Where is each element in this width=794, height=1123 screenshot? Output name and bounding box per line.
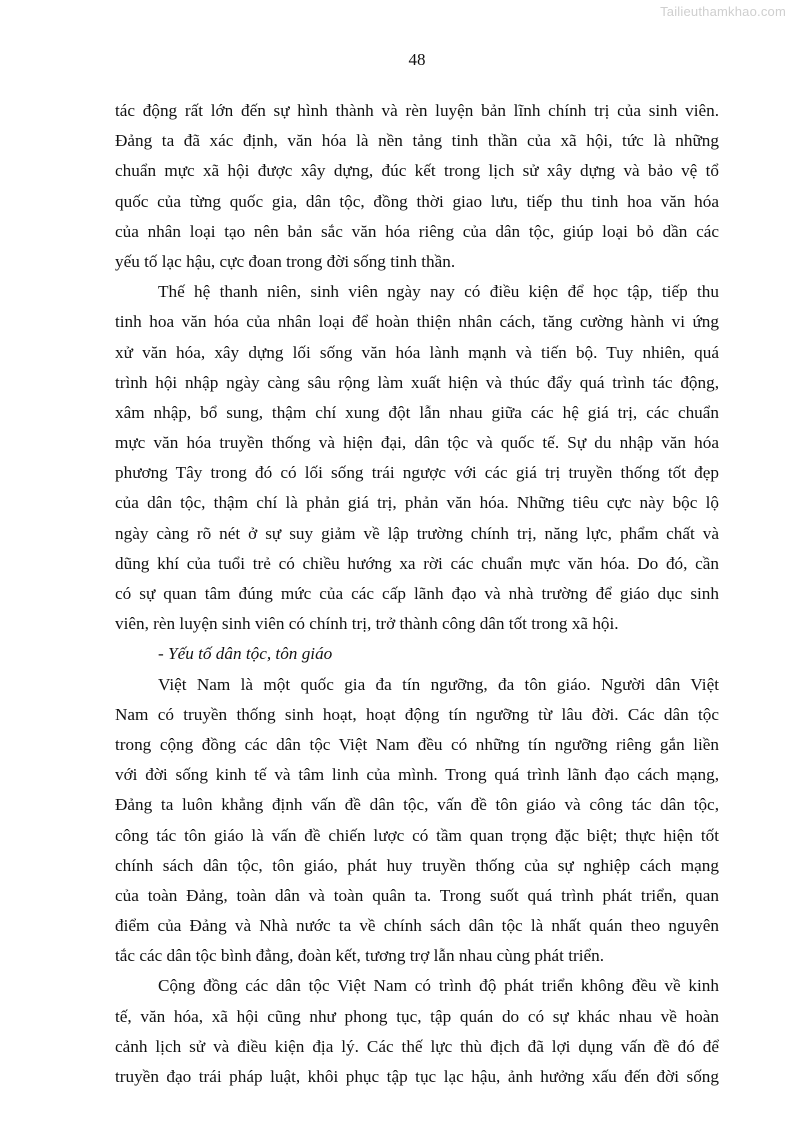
text-line: ngày càng rõ nét ở sự suy giảm về lập trường chính trị, năng lực, phẩm chất và [115,523,719,543]
text-line: yếu tố lạc hậu, cực đoan trong đời sống tinh thần. [115,251,456,271]
text-line: của dân tộc, thậm chí là phản giá trị, phản văn hóa. Những tiêu cực này bộc lộ [115,493,719,513]
text-line: chuẩn mực xã hội được xây dựng, đúc kết trong lịch sử xây dựng và bảo vệ tổ [115,161,719,181]
text-line: trình hội nhập ngày càng sâu rộng làm xuất hiện và thúc đẩy quá trình tác động, [115,372,719,392]
text-line: công tác tôn giáo là vấn đề chiến lược có tầm quan trọng đặc biệt; thực hiện tốt [115,825,719,845]
text-line: tế, văn hóa, xã hội cũng như phong tục, tập quán do có sự khác nhau về hoàn [115,1006,719,1026]
text-line: của toàn Đảng, toàn dân và toàn quân ta. Trong suốt quá trình phát triển, quan [115,885,719,905]
document-body [115,96,719,1092]
text-line: Đảng ta luôn khẳng định vấn đề dân tộc, vấn đề tôn giáo và công tác dân tộc, [115,795,719,815]
text-line: trong cộng đồng các dân tộc Việt Nam đều có những tín ngưỡng riêng gắn liền [115,734,719,754]
watermark: Tailieuthamkhao.com [660,4,786,19]
text-line: viên, rèn luyện sinh viên có chính trị, trở thành công dân tốt trong xã hội. [115,614,619,634]
text-line: tác động rất lớn đến sự hình thành và rèn luyện bản lĩnh chính trị của sinh viên. [115,101,719,120]
text-line: của nhân loại tạo nên bản sắc văn hóa riêng của dân tộc, giúp loại bỏ dần các [115,221,719,241]
text-line: với đời sống kinh tế và tâm linh của mình. Trong quá trình lãnh đạo cách mạng, [115,765,719,785]
text-line: có sự quan tâm đúng mức của các cấp lãnh đạo và nhà trường để giáo dục sinh [115,584,719,603]
text-line: chính sách dân tộc, tôn giáo, phát huy truyền thống của sự nghiệp cách mạng [115,855,719,875]
text-line: truyền đạo trái pháp luật, khôi phục tập tục lạc hậu, ảnh hưởng xấu đến đời sống [115,1067,719,1086]
text-line: cảnh lịch sử và điều kiện địa lý. Các thế lực thù địch đã lợi dụng vấn đề đó để [115,1036,719,1056]
text-line: quốc của từng quốc gia, dân tộc, đồng thời giao lưu, tiếp thu tinh hoa văn hóa [115,191,719,211]
text-line: xâm nhập, bổ sung, thậm chí xung đột lẫn nhau giữa các hệ giá trị, các chuẩn [115,402,719,422]
text-line: điểm của Đảng và Nhà nước ta về chính sách dân tộc là nhất quán theo nguyên [115,916,719,936]
text-line: Nam có truyền thống sinh hoạt, hoạt động tín ngưỡng từ lâu đời. Các dân tộc [115,704,719,724]
text-line: dũng khí của tuổi trẻ có chiều hướng xa rời các chuẩn mực văn hóa. Do đó, cần [115,553,719,573]
section-heading: - Yếu tố dân tộc, tôn giáo [158,644,333,664]
text-line: tắc các dân tộc bình đẳng, đoàn kết, tương trợ lẫn nhau cùng phát triển. [115,946,605,966]
text-line: mực văn hóa truyền thống và hiện đại, dân tộc và quốc tế. Sự du nhập văn hóa [115,433,719,453]
text-line: tinh hoa văn hóa của nhân loại để hoàn thiện nhân cách, tăng cường hành vi ứng [115,312,719,332]
text-line: Cộng đồng các dân tộc Việt Nam có trình độ phát triển không đều về kinh [158,976,719,996]
text-line: Đảng ta đã xác định, văn hóa là nền tảng tinh thần của xã hội, tức là những [115,131,719,151]
text-line: phương Tây trong đó có lối sống trái ngược với các giá trị truyền thống tốt đẹp [115,463,719,483]
page-number: 48 [408,50,426,69]
text-line: Thế hệ thanh niên, sinh viên ngày nay có điều kiện để học tập, tiếp thu [158,282,719,302]
text-line: Việt Nam là một quốc gia đa tín ngưỡng, đa tôn giáo. Người dân Việt [158,674,719,694]
text-line: xử văn hóa, xây dựng lối sống văn hóa lành mạnh và tiến bộ. Tuy nhiên, quá [115,342,719,362]
